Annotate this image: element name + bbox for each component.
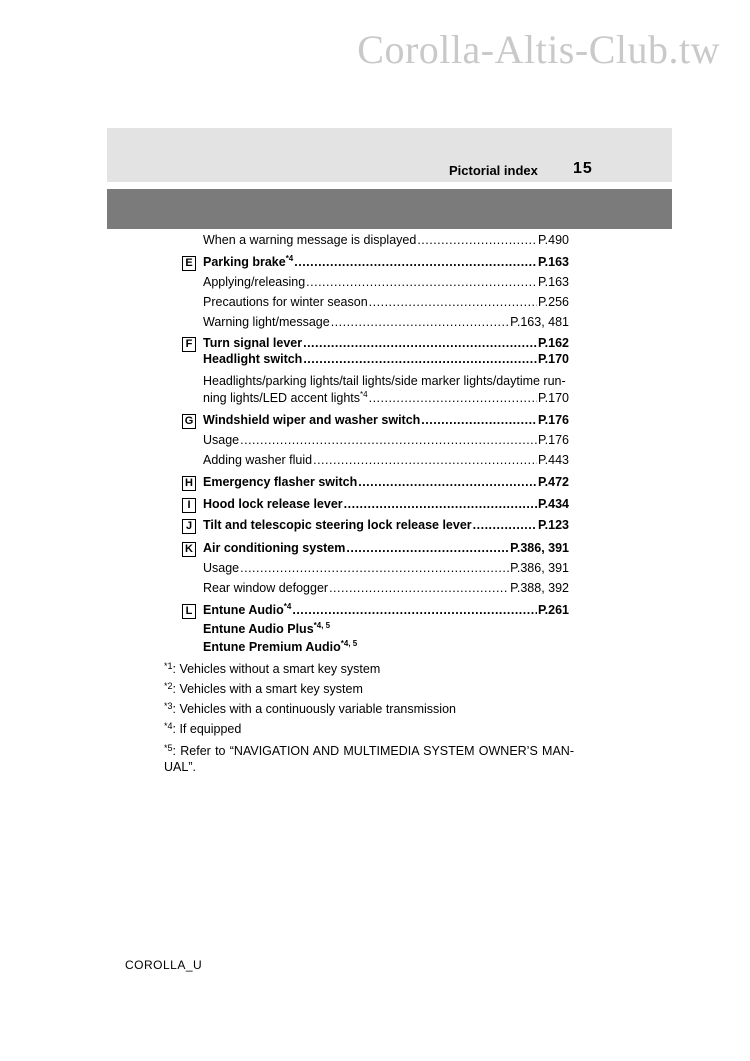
footnote: $^{*4}$: If equipped <box>164 721 242 736</box>
index-entry: Usage ..... P.176 <box>203 433 569 451</box>
watermark-text: Corolla-Altis-Club.tw <box>357 27 720 72</box>
index-entry-turn-signal: Turn signal lever ..... P.162 <box>203 336 569 354</box>
callout-letter-f: F <box>182 337 196 352</box>
callout-letter-h: H <box>182 476 196 491</box>
footnote: $^{*5}$: Refer to “NAVIGATION AND MULTIMEDIA SYSTEM OWNER’S MAN-UAL”. <box>164 743 574 774</box>
footnote: $^{*3}$: Vehicles with a continuously variable transmission <box>164 701 456 716</box>
index-entry: Usage ..... P.386, 391 <box>203 561 569 579</box>
index-entry-headlight: Headlight switch ..... P.170 <box>203 352 569 370</box>
index-entry-parking-brake: Parking brake$^{*4}$ ..... P.163 <box>203 255 569 273</box>
index-entry-hood-lock: Hood lock release lever ..... P.434 <box>203 497 569 515</box>
callout-letter-j: J <box>182 519 196 534</box>
callout-letter-e: E <box>182 256 196 271</box>
page-number: 15 <box>573 160 593 177</box>
index-entry: Precautions for winter season ..... P.256 <box>203 295 569 313</box>
index-entry: Adding washer fluid ..... P.443 <box>203 453 569 471</box>
index-entry: ning lights/LED accent lights$^{*4}$ ..... P.170 <box>203 391 569 409</box>
index-entry-tilt-steering: Tilt and telescopic steering lock release lever ..... P.123 <box>203 518 569 536</box>
footnote: $^{*1}$: Vehicles without a smart key system <box>164 661 381 676</box>
index-entry-entune-plus: Entune Audio Plus$^{*4, 5}$ <box>203 621 331 636</box>
index-entry-emergency-flasher: Emergency flasher switch ..... P.472 <box>203 475 569 493</box>
callout-letter-g: G <box>182 414 196 429</box>
callout-letter-i: I <box>182 498 196 513</box>
index-entry: Rear window defogger ..... P.388, 392 <box>203 581 569 599</box>
section-title: Pictorial index <box>449 163 538 178</box>
index-entry-text: Headlights/parking lights/tail lights/side marker lights/daytime run- <box>203 374 566 388</box>
index-entry: When a warning message is displayed ..... P.490 <box>203 233 569 251</box>
index-entry-wiper: Windshield wiper and washer switch ..... P.176 <box>203 413 569 431</box>
index-entry-air-conditioning: Air conditioning system ..... P.386, 391 <box>203 541 569 559</box>
index-entry: Warning light/message ..... P.163, 481 <box>203 315 569 333</box>
index-entry: Applying/releasing ..... P.163 <box>203 275 569 293</box>
section-bar <box>107 189 672 229</box>
callout-letter-l: L <box>182 604 196 619</box>
document-code: COROLLA_U <box>125 958 203 972</box>
footnote: $^{*2}$: Vehicles with a smart key system <box>164 681 363 696</box>
index-entry-entune-premium: Entune Premium Audio$^{*4, 5}$ <box>203 639 358 654</box>
callout-letter-k: K <box>182 542 196 557</box>
index-entry-entune-audio: Entune Audio$^{*4}$ ..... P.261 <box>203 603 569 621</box>
